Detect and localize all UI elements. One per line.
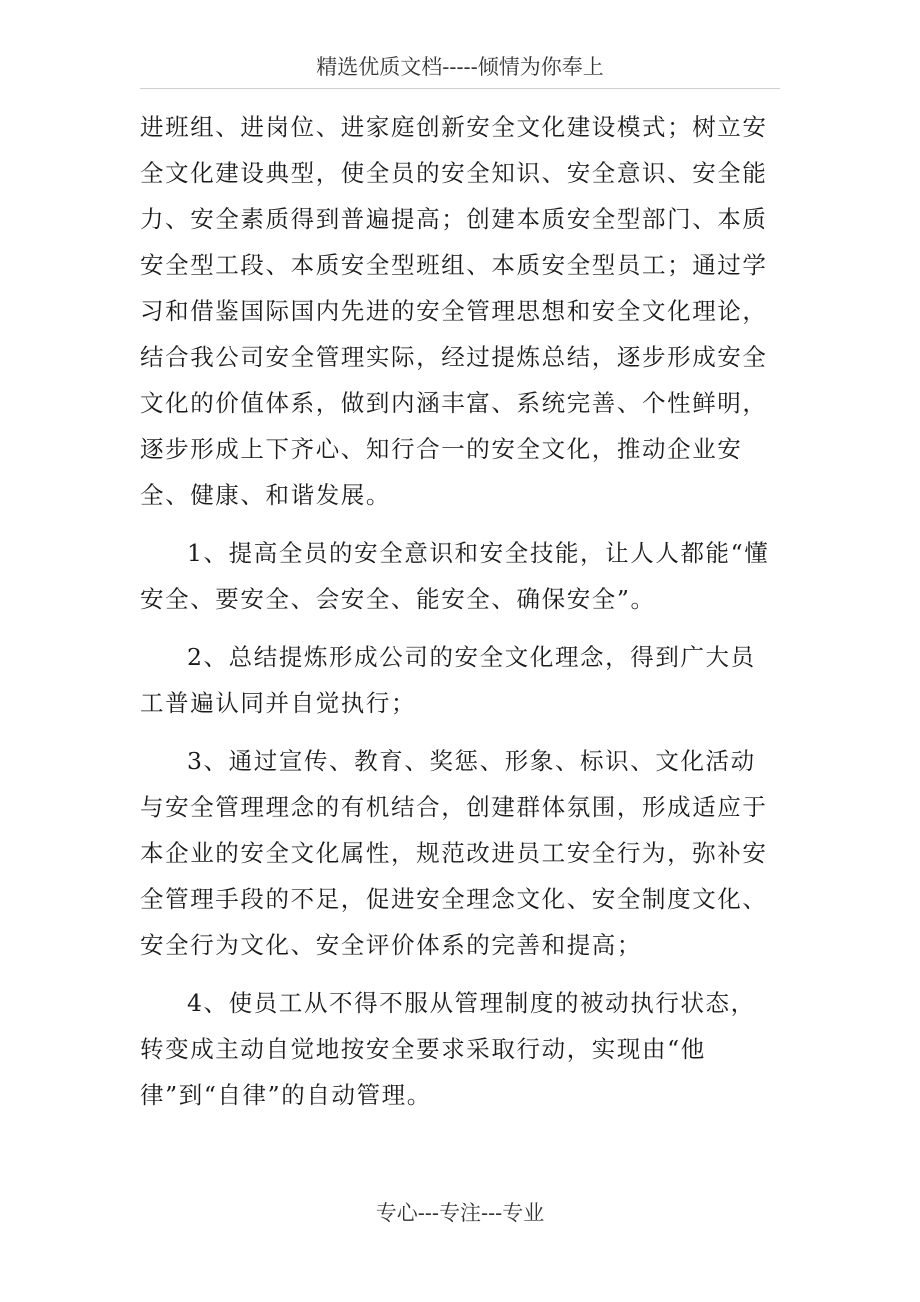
body-paragraph-item-1: 1、提高全员的安全意识和安全技能，让人人都能“懂安全、要安全、会安全、能安全、确保安全”。 [140,539,770,613]
document-body [140,104,780,1118]
body-paragraph-item-4: 4、使员工从不得不服从管理制度的被动执行状态，转变成主动自觉地按安全要求采取行动，实现由“他律”到“自律”的自动管理。 [140,989,756,1109]
page-header: 精选优质文档-----倾情为你奉上 [316,55,604,79]
body-paragraph-item-3: 3、通过宣传、教育、奖惩、形象、标识、文化活动与安全管理理念的有机结合，创建群体氛围，形成适应于本企业的安全文化属性，规范改进员工安全行为，弥补安全管理手段的不足，促进安全理念文化、安全制度文化、安全行为文化、安全评价体系的完善和提高； [140,747,768,959]
body-paragraph-intro: 进班组、进岗位、进家庭创新安全文化建设模式；树立安全文化建设典型，使全员的安全知识、安全意识、安全能力、安全素质得到普遍提高；创建本质安全型部门、本质安全型工段、本质安全型班组、本质安全型员工；通过学习和借鉴国际国内先进的安全管理思想和安全文化理论，结合我公司安全管理实际，经过提炼总结，逐步形成安全文化的价值体系，做到内涵丰富、系统完善、个性鲜明，逐步形成上下齐心、知行合一的安全文化，推动企业安全、健康、和谐发展。 [140,113,768,509]
page-footer: 专心---专注---专业 [375,1201,545,1225]
body-paragraph-item-2: 2、总结提炼形成公司的安全文化理念，得到广大员工普遍认同并自觉执行； [140,643,756,717]
header-divider [140,88,780,89]
